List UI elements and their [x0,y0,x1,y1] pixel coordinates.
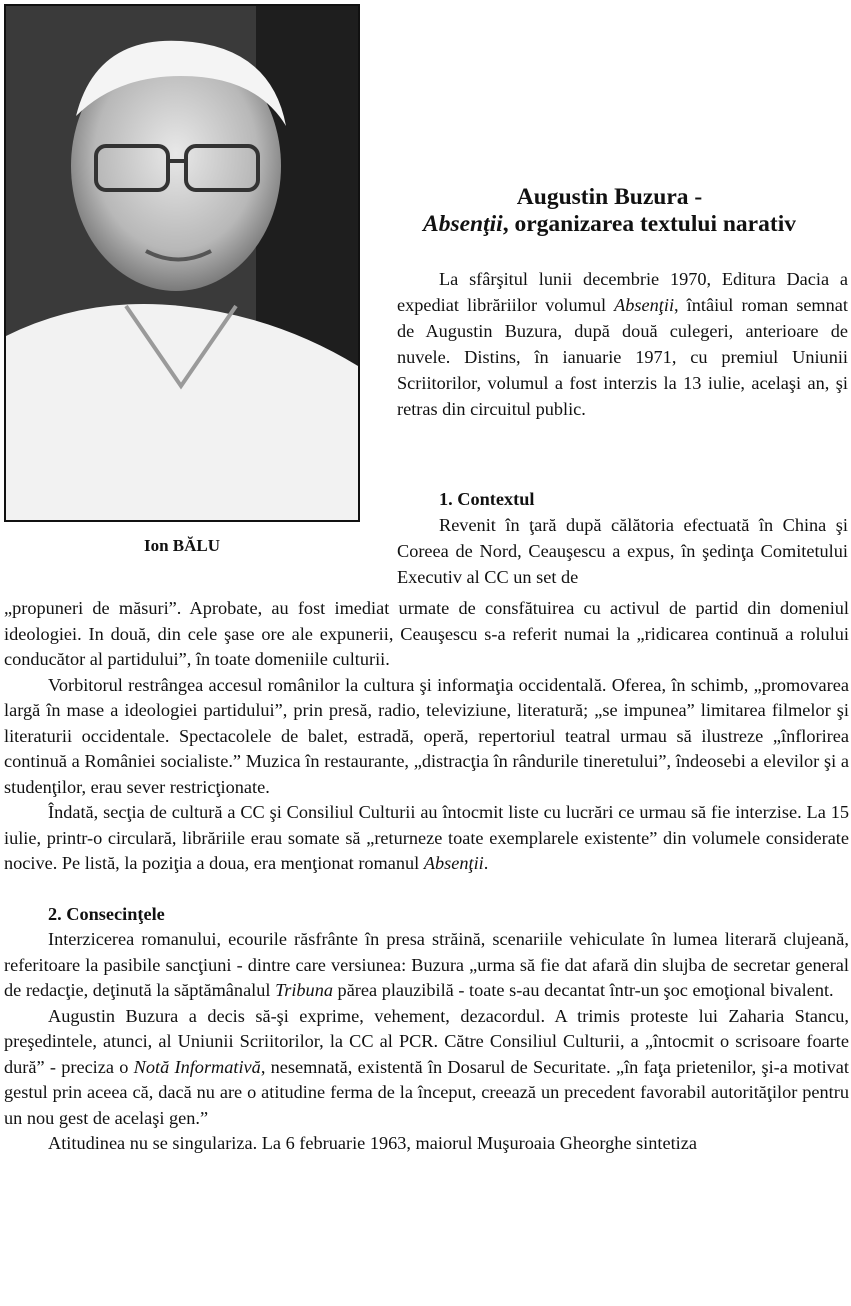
title-line-1: Augustin Buzura - [516,184,703,210]
p5-italic: Notă Informativă [133,1056,261,1077]
intro-paragraph [397,266,848,422]
title-rest: , organizarea textului narativ [502,211,796,237]
p4-italic: Tribuna [275,980,333,1000]
section-1-heading: 1. Contextul [439,489,535,509]
p5-text-b: , nesemnată, existentă în Dosarul de Securitate. „în faţa prietenilor, şi-a motivat gestul prin aceea că, dacă nu are o atitudine ferma de la început, creează un precedent favorabil autorităţilor pentru un nou gest de acelaşi gen.” [4,1056,849,1128]
paragraph-6: Atitudinea nu se singulariza. La 6 februarie 1963, maiorul Muşuroaia Gheorghe sintetiza [48,1133,697,1153]
p4-text-b: părea plauzibilă - toate s-au decantat într-un şoc emoţional bivalent. [332,980,834,1000]
paragraph-4 [4,927,849,1004]
p5-text-a: Augustin Buzura a decis să-şi exprime, vehement, dezacordul. A trimis proteste lui Zaharia Stancu, preşedintele, atunci, al Uniunii Scriitorilor, la CC al PCR. Către Consiliul Culturii, a „întocmit o scrisoare foarte dură” - preciza o [4,1005,849,1077]
context-continuation: „propuneri de măsuri”. Aprobate, au fost imediat urmate de consfătuirea cu activul de partid din domeniul ideologiei. In două, din cele şase ore ale expunerii, Ceauşescu s-a referit numai la „ridicarea continuă a rolului conducător al partidului”, în toate domeniile culturii. [4,598,849,669]
p3-italic: Absenţii [423,853,484,873]
p3-text-b: . [483,853,489,873]
author-photo [4,4,360,522]
photo-caption: Ion BĂLU [143,536,221,555]
paragraph-5 [4,1004,849,1132]
article-title [372,184,847,238]
p4-text-a: Interzicerea romanului, ecourile răsfrânte în presa străină, scenariile vehiculate în lumea literară clujeană, referitoare la pasibile sancţiuni - dintre care versiunea: Buzura „urma să fie dat afară din slujba de secretar general de redacţie, deţinută la săptămânalul [4,929,849,1000]
context-col-text: Revenit în ţară după călătoria efectuată în China şi Coreea de Nord, Ceauşescu a expus, în şedinţa Comitetului Executiv al CC un set de [397,515,848,587]
title-line-2 [372,211,847,238]
intro-text-b: , întâiul roman semnat de Augustin Buzura, după două culegeri, anterioare de nuvele. Distins, în ianuarie 1971, cu premiul Uniunii Scriitorilor, volumul a fost interzis la 13 iulie, acelaşi an, şi retras din circuitul public. [397,295,848,419]
body-text [4,596,849,1157]
paragraph-3 [4,800,849,877]
title-italic: Absenţii [423,211,503,237]
paragraph-2: Vorbitorul restrângea accesul românilor la cultura şi informaţia occidentală. Oferea, în schimb, „promovarea largă în mase a ideologiei partidului”, prin presă, radio, televiziune, literatură; „se impunea” limitarea filmelor şi literaturii occidentale. Spectacolele de balet, estradă, operă, repertoriul teatral urmau să ilustreze „înflorirea continuă a României socialiste.” Muzica în restaurante, „distracţia în rândurile tineretului”, îndeosebi a elevilor şi a studenţilor, erau sever restricţionate. [4,674,849,797]
intro-italic: Absenţii [614,295,675,315]
section-2-heading: 2. Consecinţele [48,903,165,924]
p3-text-a: Îndată, secţia de cultură a CC şi Consiliul Culturii au întocmit liste cu lucrări ce urmau să fie interzise. La 15 iulie, printr-o circulară, librăriile erau somate să „returneze toate exemplarele existente” din volumele considerate nocive. Pe listă, la poziţia a doua, era menţionat romanul [4,802,849,873]
context-column [397,486,848,590]
intro-text-a: La sfârşitul lunii decembrie 1970, Editura Dacia a expediat librăriilor volumul [397,269,848,315]
